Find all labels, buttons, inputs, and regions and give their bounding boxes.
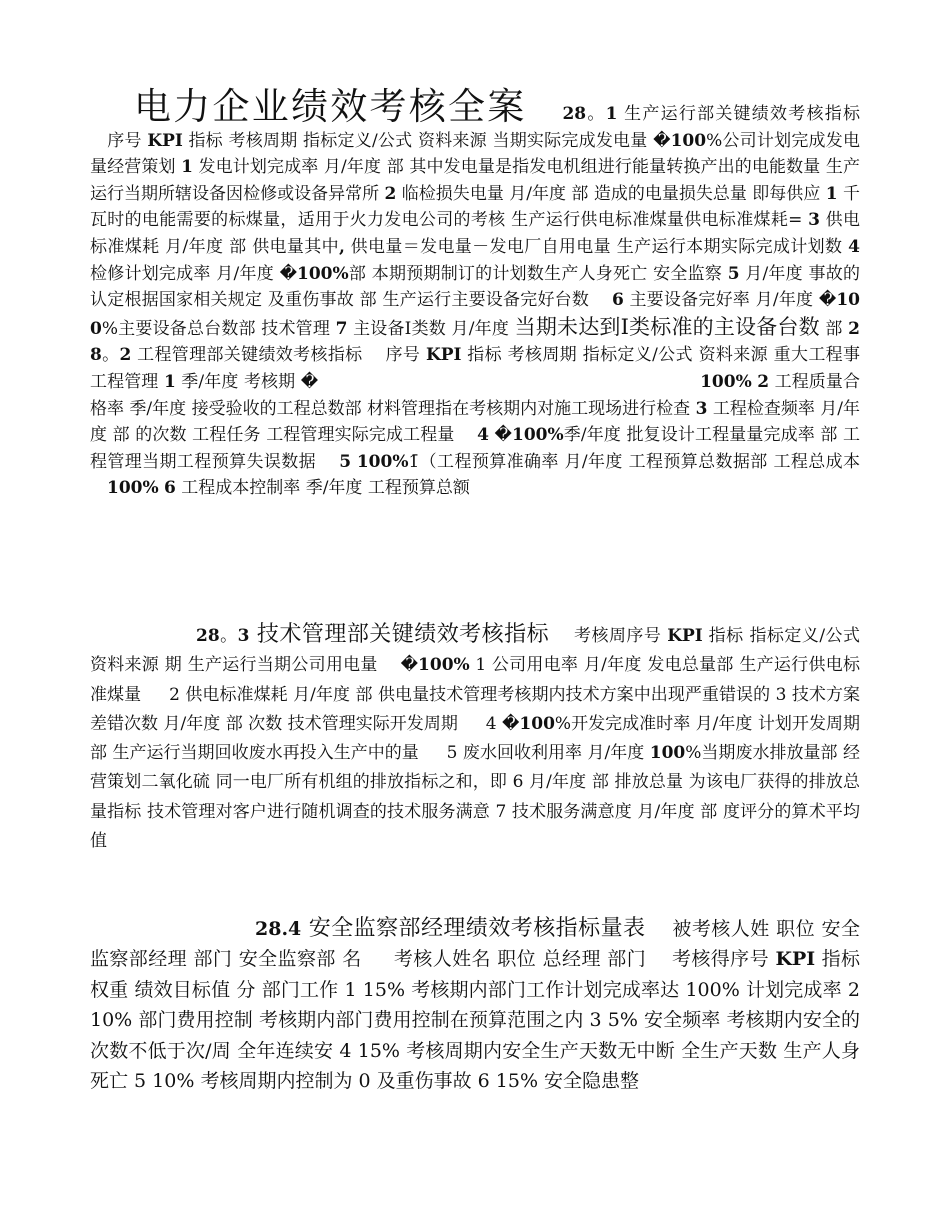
bold-run: 28	[562, 104, 587, 124]
bold-run: 4	[848, 236, 860, 257]
bold-run: 100%	[107, 478, 159, 499]
section-safety-kpi	[90, 914, 860, 1096]
text-run: 部	[819, 318, 849, 339]
text-run: 主要设备完好率 月/年度 �	[623, 290, 837, 311]
bold-run: 6	[164, 478, 176, 499]
text-run: %公司计划完成发电量经营策划	[90, 130, 861, 178]
text-run: 部 本期预期制订的计划数生产人身死亡 安全监察	[348, 263, 728, 284]
text-run: 季/年度 批复设计工程量量完成率 部 工程管理当期工程预算失误数据	[90, 425, 860, 472]
bold-run: 1	[181, 157, 193, 178]
text-run: 工程质量合格率 季/年度 接受验收的工程总数部 材料管理指在考核期内对施工现场进行检查	[90, 371, 861, 419]
bold-run: 2	[757, 371, 770, 392]
text-run: 1̄（工程预算准确率 月/年度 工程预算总数据部 工程总成本	[90, 451, 861, 499]
bold-run: 6	[611, 290, 624, 311]
document-title: 电力企业绩效考核全案	[134, 85, 527, 128]
text-run: 。	[219, 626, 238, 646]
bold-run: 100%	[700, 371, 752, 392]
bold-run: 28	[196, 626, 220, 646]
bold-run: 100%	[511, 425, 564, 446]
text-run: 工程成本控制率 季/年度 工程预算总额	[175, 478, 470, 499]
bold-run: 100%	[356, 451, 409, 472]
section-heading: 技术管理部关键绩效考核指标	[249, 622, 557, 647]
bold-run: 100	[670, 130, 707, 151]
large-text-run: 当期未达到Ⅰ类标准的主设备台数	[514, 314, 820, 339]
text-run: %开发完成准时率 月/年度 计划开发周期部 生产运行当期回收废水再投入生产中的量 5 废水回收利用率 月/年度	[90, 713, 860, 764]
bold-run: 3	[808, 210, 820, 231]
bold-run: KPI	[667, 626, 703, 646]
bold-run: 4	[477, 425, 490, 446]
section-power-kpi	[90, 85, 861, 502]
text-run: 月/年度 事故的认定根据国家相关规定 及重伤事故 部 生产运行主要设备完好台数	[90, 263, 860, 311]
text-run: 指标 考核周期 指标定义/公式 资料来源 重大工程事 工程管理	[90, 345, 861, 392]
bold-run: 100	[519, 713, 555, 734]
bold-run: 1	[163, 371, 176, 392]
text-run: 。	[586, 104, 606, 124]
bold-run: KPI	[775, 948, 816, 971]
text-run: 。	[101, 345, 120, 366]
bold-run: 2	[384, 183, 397, 204]
text-run: %主要设备总台数部 技术管理	[101, 318, 336, 339]
section-tech-kpi	[90, 620, 860, 856]
text-run: %当期废水排放量部 经营策划二氧化硫 同一电厂所有机组的排放指标之和，即 6 月/年度 部 排放总量 为该电厂获得的排放总量指标 技术管理对客户进行随机调查的技术服务满意 7 技术服务满意度 月/年度 部 度评分的算术平均值	[90, 743, 860, 852]
text-run: �	[489, 425, 512, 446]
text-run: 指标 指标定义/公式 资料来源 期 生产运行当期公司用电量 �	[90, 626, 860, 676]
section-3-text	[90, 918, 860, 1092]
bold-run: ,	[338, 236, 345, 257]
bold-run: 100%	[297, 263, 349, 284]
bold-run: 7	[335, 318, 348, 339]
text-run: 供电量＝发电量－发电厂自用电量 生产运行本期实际完成计划数	[344, 236, 849, 257]
text-run: 季/年度 考核期 �	[175, 371, 701, 392]
text-run: 临检损失电量 月/年度 部 造成的电量损失总量 即每供应	[396, 183, 826, 204]
bold-run: 3	[695, 398, 708, 419]
section-2-text	[90, 622, 860, 852]
bold-run: 5	[339, 451, 352, 472]
bold-run: 2	[119, 345, 132, 366]
bold-run: 1	[825, 183, 838, 204]
text-run: 考核周序号	[556, 626, 668, 646]
bold-run: 5	[727, 263, 740, 284]
bold-run: KPI	[147, 130, 183, 151]
bold-run: 3	[237, 626, 250, 646]
text-run: 指标 权重 绩效目标值 分 部门工作 1 15% 考核期内部门工作计划完成率达 100% 计划完成率 2 10% 部门费用控制 考核期内部门费用控制在预算范围之内 3 5% 安全频率 考核期内安全的次数不低于次/周 全年连续安 4 15% 考核周期内安全生产天数无中断 全生产天数 生产人身死亡 5 10% 考核周期内控制为 0 及重伤事故 6 15% 安全隐患整	[90, 948, 860, 1093]
bold-run: 28.4	[255, 918, 302, 940]
text-run: 发电计划完成率 月/年度 部 其中发电量是指发电机组进行能量转换产出的电能数量 生产运行当期所辖设备因检修或设备异常所	[90, 157, 860, 204]
text-run: 指标 考核周期 指标定义/公式 资料来源 当期实际完成发电量 �	[182, 130, 671, 151]
text-run: 1 公司用电率 月/年度 发电总量部 生产运行供电标准煤量 2 供电标准煤耗 月/年度 部 供电量技术管理考核期内技术方案中出现严重错误的 3 技术方案差错次数 月/年度 部 次数 技术管理实际开发周期 4 �	[90, 655, 860, 734]
text-run: 检修计划完成率 月/年度 �	[90, 263, 298, 284]
section-1-text	[90, 104, 860, 498]
bold-run: 100	[649, 743, 686, 764]
bold-run: 100%	[418, 655, 470, 676]
bold-run: 1	[605, 104, 618, 124]
bold-run: 28	[90, 318, 861, 366]
section-heading: 安全监察部经理绩效考核指标量表	[301, 916, 653, 941]
text-run: 生产运行部关键绩效考核指标 序号	[90, 104, 861, 151]
bold-run: KPI	[425, 345, 462, 366]
text-run: 工程管理部关键绩效考核指标 序号	[131, 345, 426, 366]
text-run: 供电标准煤耗 月/年度 部 供电量其中	[90, 210, 860, 257]
bold-run: 100	[90, 290, 860, 339]
text-run: 工程检查频率 月/年度 部 的次数 工程任务 工程管理实际完成工程量	[90, 398, 860, 446]
text-run: 主设备Ⅰ类数 月/年度	[347, 318, 515, 339]
text-run: 被考核人姓 职位 安全监察部经理 部门 安全监察部 名 考核人姓名 职位 总经理 部门 考核得序号	[90, 918, 860, 971]
text-run: 千瓦时的电能需要的标煤量，适用于火力发电公司的考核 生产运行供电标准煤量供电标准煤耗=	[90, 183, 861, 231]
